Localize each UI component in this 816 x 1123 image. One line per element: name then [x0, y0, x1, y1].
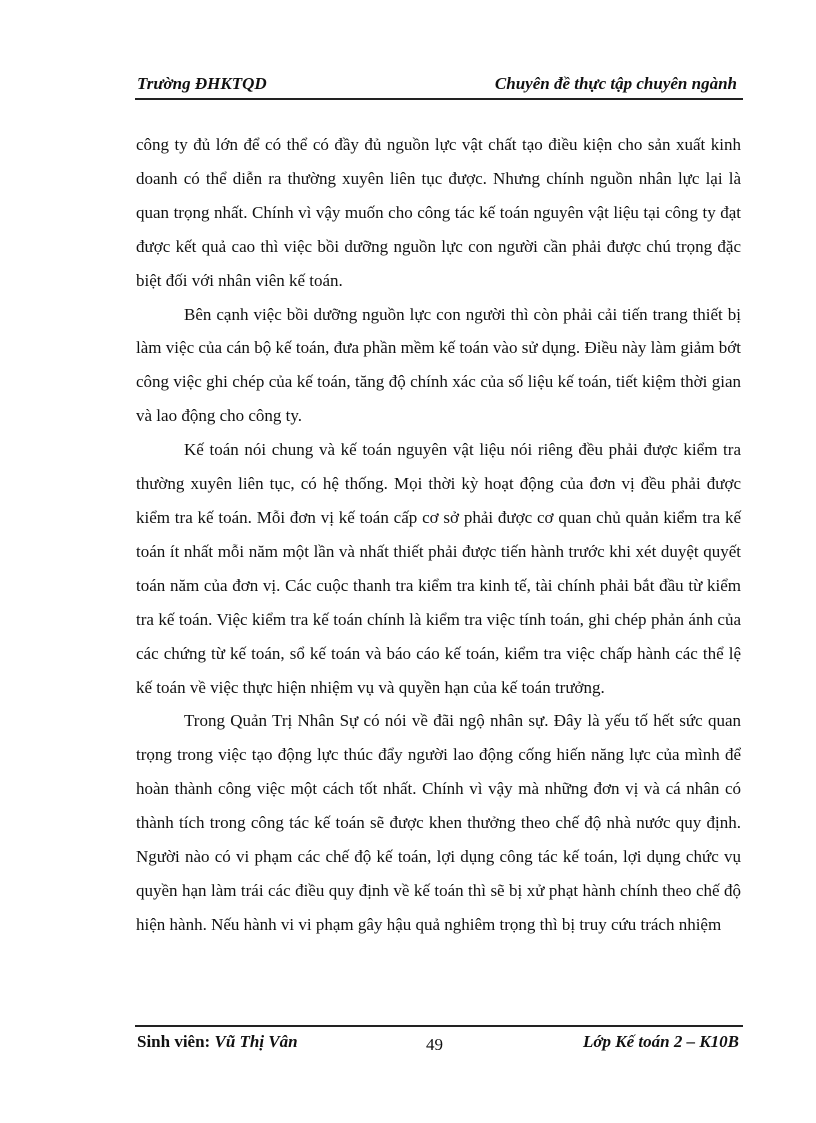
header-school: Trường ĐHKTQD [137, 74, 267, 93]
footer-class: Lớp Kế toán 2 – K10B [583, 1032, 739, 1051]
paragraph: công ty đủ lớn để có thể có đầy đủ nguồn lực vật chất tạo điều kiện cho sản xuất kinh doanh có thể diễn ra thường xuyên liên tục được. Nhưng chính nguồn nhân lực lại là quan trọng nhất. Chính vì vậy muốn cho công tác kế toán nguyên vật liệu tại công ty đạt được kết quả cao thì việc bồi dưỡng nguồn lực con người cần phải được chú trọng đặc biệt đối với nhân viên kế toán. [136, 135, 741, 290]
page-body [136, 128, 741, 942]
paragraph: Bên cạnh việc bồi dưỡng nguồn lực con người thì còn phải cải tiến trang thiết bị làm việc của cán bộ kế toán, đưa phần mềm kế toán vào sử dụng. Điều này làm giảm bớt công việc ghi chép của kế toán, tăng độ chính xác của số liệu kế toán, tiết kiệm thời gian và lao động cho công ty. [136, 304, 741, 426]
page-header [135, 72, 743, 100]
header-report-title: Chuyên đề thực tập chuyên ngành [494, 74, 737, 93]
paragraph: Trong Quản Trị Nhân Sự có nói về đãi ngộ nhân sự. Đây là yếu tố hết sức quan trọng trong việc tạo động lực thúc đẩy người lao động cống hiến năng lực của mình để hoàn thành công việc một cách tốt nhất. Chính vì vậy mà những đơn vị và cá nhân có thành tích trong công tác kế toán sẽ được khen thưởng theo chế độ nhà nước quy định. Người nào có vi phạm các chế độ kế toán, lợi dụng công tác kế toán, lợi dụng chức vụ quyền hạn làm trái các điều quy định về kế toán thì sẽ bị xử phạt hành chính theo chế độ hiện hành. Nếu hành vi vi phạm gây hậu quả nghiêm trọng thì bị truy cứu trách nhiệm [136, 711, 741, 934]
footer-student-label: Sinh viên: [137, 1032, 211, 1051]
paragraph: Kế toán nói chung và kế toán nguyên vật liệu nói riêng đều phải được kiểm tra thường xuyên liên tục, có hệ thống. Mọi thời kỳ hoạt động của đơn vị đều phải được kiểm tra kế toán. Mỗi đơn vị kế toán cấp cơ sở phải được cơ quan chủ quản kiểm tra kế toán ít nhất mỗi năm một lần và nhất thiết phải được tiến hành trước khi xét duyệt quyết toán năm của đơn vị. Các cuộc thanh tra kiểm tra kinh tế, tài chính phải bắt đầu từ kiểm tra kế toán. Việc kiểm tra kế toán chính là kiểm tra việc tính toán, ghi chép phản ánh của các chứng từ kế toán, sổ kế toán và báo cáo kế toán, kiểm tra việc chấp hành các thể lệ kế toán về việc thực hiện nhiệm vụ và quyền hạn của kế toán trưởng. [136, 440, 741, 697]
footer-student-name: Vũ Thị Vân [214, 1032, 298, 1051]
page-footer [135, 1025, 743, 1057]
page-number: 49 [426, 1035, 443, 1054]
footer-student [137, 1032, 298, 1052]
